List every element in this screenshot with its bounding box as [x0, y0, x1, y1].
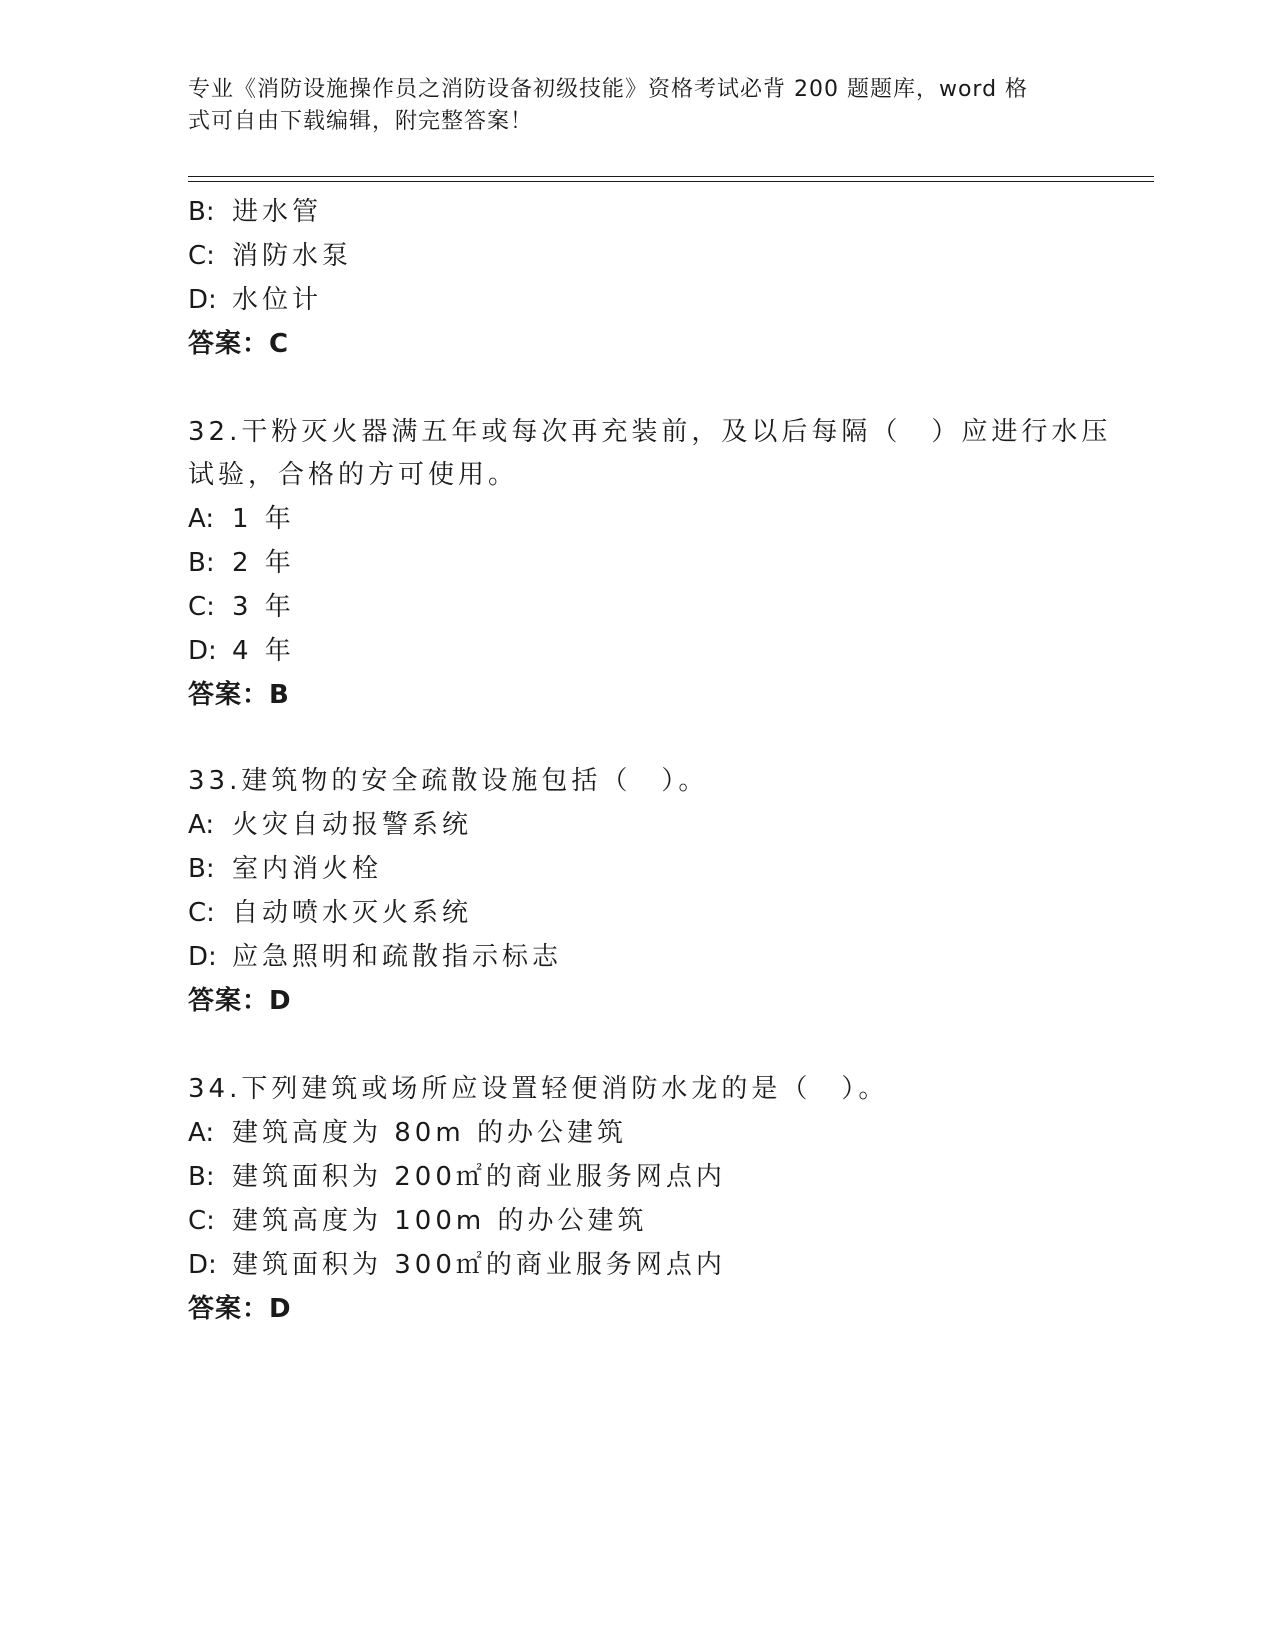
option-label: D: — [188, 1250, 217, 1280]
answer-q33: 答案：D — [188, 986, 292, 1016]
option-label: B: — [188, 1162, 215, 1192]
question-34-line-1: 34.下列建筑或场所应设置轻便消防水龙的是（ ）。 — [188, 1074, 889, 1104]
option-d — [188, 1249, 726, 1281]
option-label: B: — [188, 197, 215, 227]
option-text: 建筑高度为 100m 的办公建筑 — [232, 1206, 648, 1236]
question-32-line-1: 32.干粉灭火器满五年或每次再充装前，及以后每隔（ ）应进行水压 — [188, 417, 1112, 447]
option-b — [188, 853, 382, 885]
option-a — [188, 809, 472, 841]
option-c — [188, 240, 352, 272]
header-line-2: 式可自由下载编辑，附完整答案！ — [188, 109, 534, 134]
option-label: D: — [188, 942, 217, 972]
option-label: D: — [188, 636, 217, 666]
option-text: 进水管 — [232, 197, 323, 227]
option-text: 4 年 — [232, 636, 295, 666]
answer-q34: 答案：D — [188, 1294, 292, 1324]
option-text: 建筑面积为 300㎡的商业服务网点内 — [232, 1250, 726, 1280]
option-text: 水位计 — [232, 285, 323, 315]
option-label: A: — [188, 810, 215, 840]
header-line-1: 专业《消防设施操作员之消防设备初级技能》资格考试必背 200 题题库，word 格 — [188, 77, 1029, 102]
option-c — [188, 1205, 647, 1237]
option-b — [188, 547, 295, 579]
option-b — [188, 196, 322, 228]
option-text: 建筑面积为 200㎡的商业服务网点内 — [232, 1162, 726, 1192]
option-text: 建筑高度为 80m 的办公建筑 — [232, 1118, 627, 1148]
option-d — [188, 635, 295, 667]
option-a — [188, 503, 295, 535]
question-32-line-2: 试验，合格的方可使用。 — [188, 460, 519, 490]
option-text: 应急照明和疏散指示标志 — [232, 942, 563, 972]
option-label: C: — [188, 592, 215, 622]
option-text: 2 年 — [232, 548, 295, 578]
option-c — [188, 897, 472, 929]
option-text: 1 年 — [232, 504, 295, 534]
answer-q32: 答案：B — [188, 680, 290, 710]
option-label: B: — [188, 548, 215, 578]
option-b — [188, 1161, 726, 1193]
option-label: C: — [188, 898, 215, 928]
option-text: 消防水泵 — [232, 241, 353, 271]
answer-q31: 答案：C — [188, 329, 290, 359]
option-label: A: — [188, 1118, 215, 1148]
option-label: C: — [188, 1206, 215, 1236]
option-text: 室内消火栓 — [232, 854, 383, 884]
header-divider-top — [188, 176, 1154, 177]
option-label: A: — [188, 504, 215, 534]
question-33-line-1: 33.建筑物的安全疏散设施包括（ ）。 — [188, 766, 709, 796]
option-d — [188, 941, 562, 973]
option-a — [188, 1117, 627, 1149]
option-text: 3 年 — [232, 592, 295, 622]
document-header — [188, 74, 1068, 138]
option-label: B: — [188, 854, 215, 884]
option-text: 自动喷水灭火系统 — [232, 898, 473, 928]
option-d — [188, 284, 322, 316]
option-c — [188, 591, 295, 623]
option-label: D: — [188, 285, 217, 315]
option-label: C: — [188, 241, 215, 271]
header-divider-bottom — [188, 181, 1154, 182]
option-text: 火灾自动报警系统 — [232, 810, 473, 840]
